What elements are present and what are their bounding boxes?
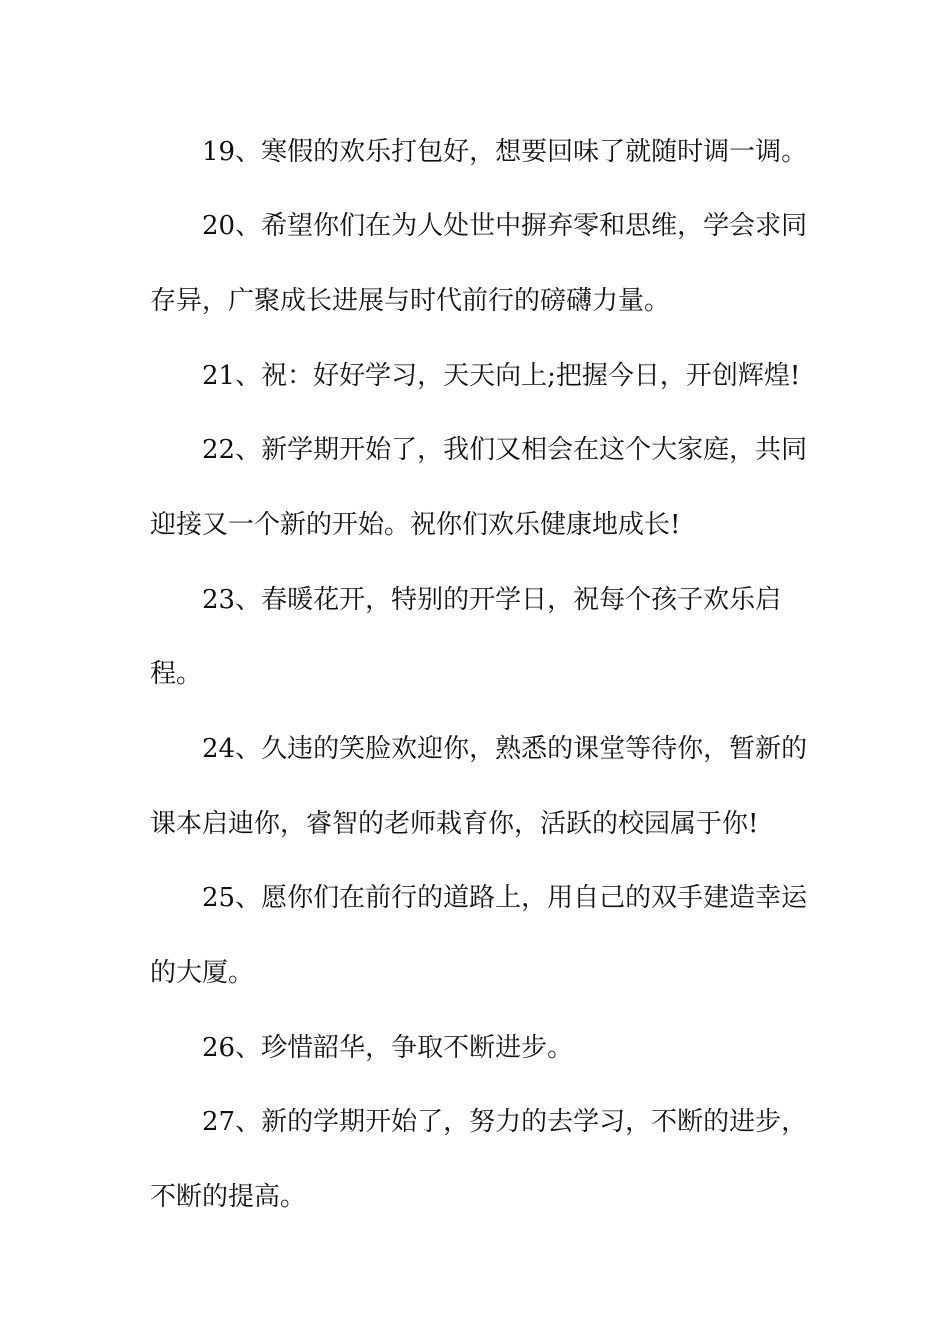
paragraph-26-line-1: 26、珍惜韶华，争取不断进步。	[202, 1033, 574, 1063]
paragraph-27-line-2: 不断的提高。	[150, 1182, 307, 1212]
paragraph-24-line-2: 课本启迪你，睿智的老师栽育你，活跃的校园属于你!	[150, 809, 759, 839]
paragraph-21-line-1: 21、祝：好好学习，天天向上;把握今日，开创辉煌!	[202, 361, 801, 391]
paragraph-25-line-1: 25、愿你们在前行的道路上，用自己的双手建造幸运	[202, 883, 808, 913]
paragraph-25-line-2: 的大厦。	[150, 958, 255, 988]
paragraph-22-line-2: 迎接又一个新的开始。祝你们欢乐健康地成长!	[150, 510, 681, 540]
paragraph-23-line-2: 程。	[150, 659, 203, 689]
paragraph-20-line-1: 20、希望你们在为人处世中摒弃零和思维，学会求同	[202, 211, 808, 241]
paragraph-23-line-1: 23、春暖花开，特别的开学日，祝每个孩子欢乐启	[202, 585, 782, 615]
paragraph-27-line-1: 27、新的学期开始了，努力的去学习，不断的进步，	[202, 1107, 808, 1137]
paragraph-22-line-1: 22、新学期开始了，我们又相会在这个大家庭，共同	[202, 435, 808, 465]
paragraph-24-line-1: 24、久违的笑脸欢迎你，熟悉的课堂等待你，暂新的	[202, 734, 808, 764]
paragraph-19-line-1: 19、寒假的欢乐打包好，想要回味了就随时调一调。	[202, 137, 808, 167]
paragraph-20-line-2: 存异，广聚成长进展与时代前行的磅礴力量。	[150, 286, 671, 316]
